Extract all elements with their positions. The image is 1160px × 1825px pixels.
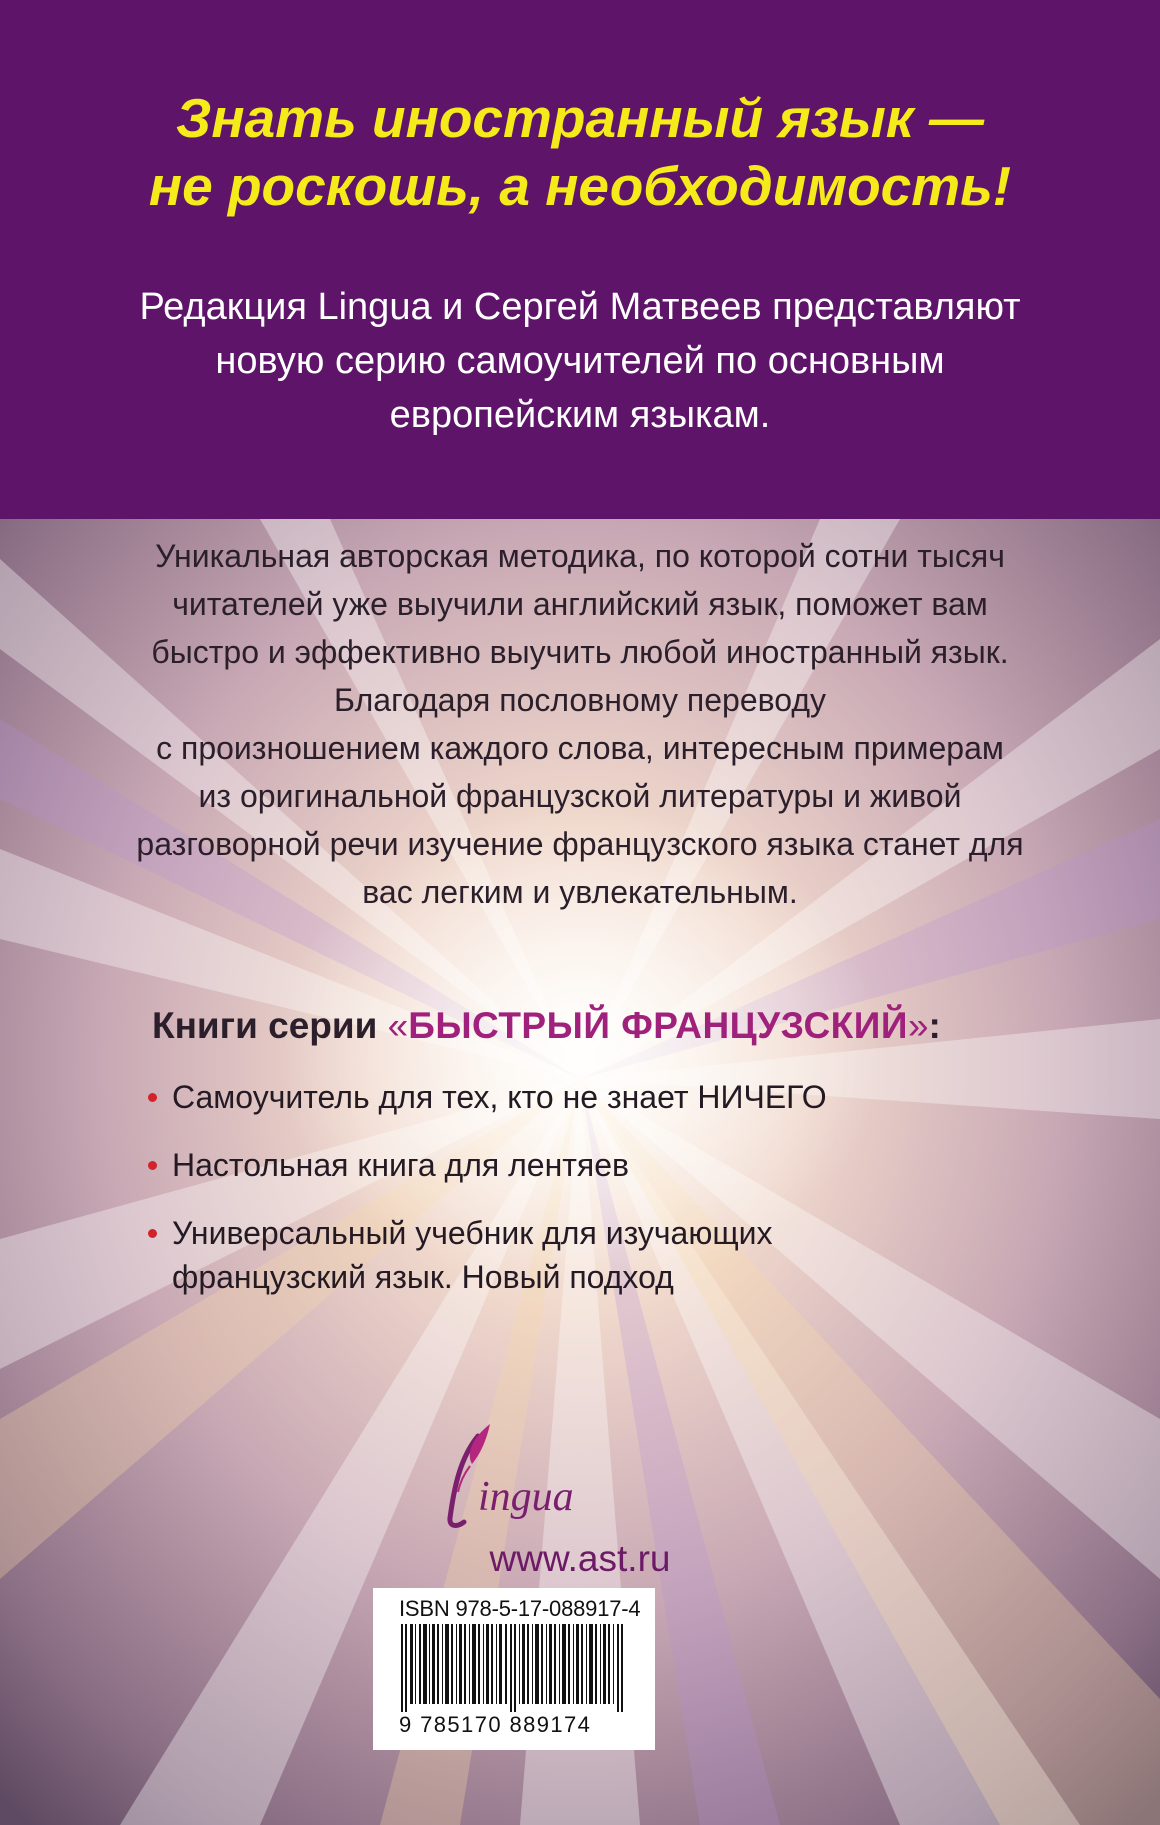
website-url: www.ast.ru: [489, 1538, 671, 1579]
isbn-number: ISBN 978-5-17-088917-4: [399, 1596, 641, 1621]
book-item: [142, 1143, 942, 1187]
description-line: читателей уже выучили английский язык, поможет вам: [172, 586, 988, 622]
bullet-icon: [148, 1161, 157, 1170]
quote-open: «: [387, 1005, 409, 1046]
description-line: вас легким и увлекательным.: [362, 874, 798, 910]
description: [0, 532, 1160, 916]
slogan-line-1: Знать иностранный язык —: [176, 87, 984, 149]
series-heading-suffix: :: [928, 1005, 941, 1046]
barcode-digits: 9 785170 889174: [399, 1712, 592, 1737]
quote-close: »: [907, 1005, 929, 1046]
barcode-bars: [401, 1624, 627, 1712]
lingua-logo: [420, 1418, 620, 1538]
book-title: Самоучитель для тех, кто не знает НИЧЕГО: [172, 1079, 827, 1115]
bullet-icon: [148, 1093, 157, 1102]
intro-line-2: новую серию самоучителей по основным: [215, 340, 945, 382]
description-line: с произношением каждого слова, интересным примерам: [156, 730, 1004, 766]
description-line: быстро и эффективно выучить любой иностранный язык.: [151, 634, 1009, 670]
description-line: Уникальная авторская методика, по которой сотни тысяч: [155, 538, 1005, 574]
series-heading-prefix: Книги серии: [152, 1005, 388, 1046]
series-name: БЫСТРЫЙ ФРАНЦУЗСКИЙ: [408, 1005, 908, 1046]
description-line: Благодаря пословному переводу: [333, 682, 827, 718]
series-heading: [152, 1005, 941, 1047]
slogan-line-2: не роскошь, а необходимость!: [148, 155, 1012, 217]
barcode-label: [373, 1588, 655, 1750]
description-line: из оригинальной французской литературы и живой: [198, 778, 962, 814]
book-list: [142, 1075, 942, 1299]
book-title: Настольная книга для лентяев: [172, 1147, 630, 1183]
svg-text:ingua: ingua: [478, 1474, 574, 1520]
bullet-icon: [148, 1229, 157, 1238]
book-title: Универсальный учебник для изучающих французский язык. Новый подход: [172, 1215, 773, 1295]
intro-line-3: европейским языкам.: [389, 394, 771, 436]
intro-text: [0, 280, 1160, 442]
book-item: [142, 1211, 872, 1299]
book-item: [142, 1075, 942, 1119]
intro-line-1: Редакция Lingua и Сергей Матвеев представляют: [139, 286, 1021, 328]
description-line: разговорной речи изучение французского языка станет для: [136, 826, 1024, 862]
slogan: [0, 84, 1160, 220]
